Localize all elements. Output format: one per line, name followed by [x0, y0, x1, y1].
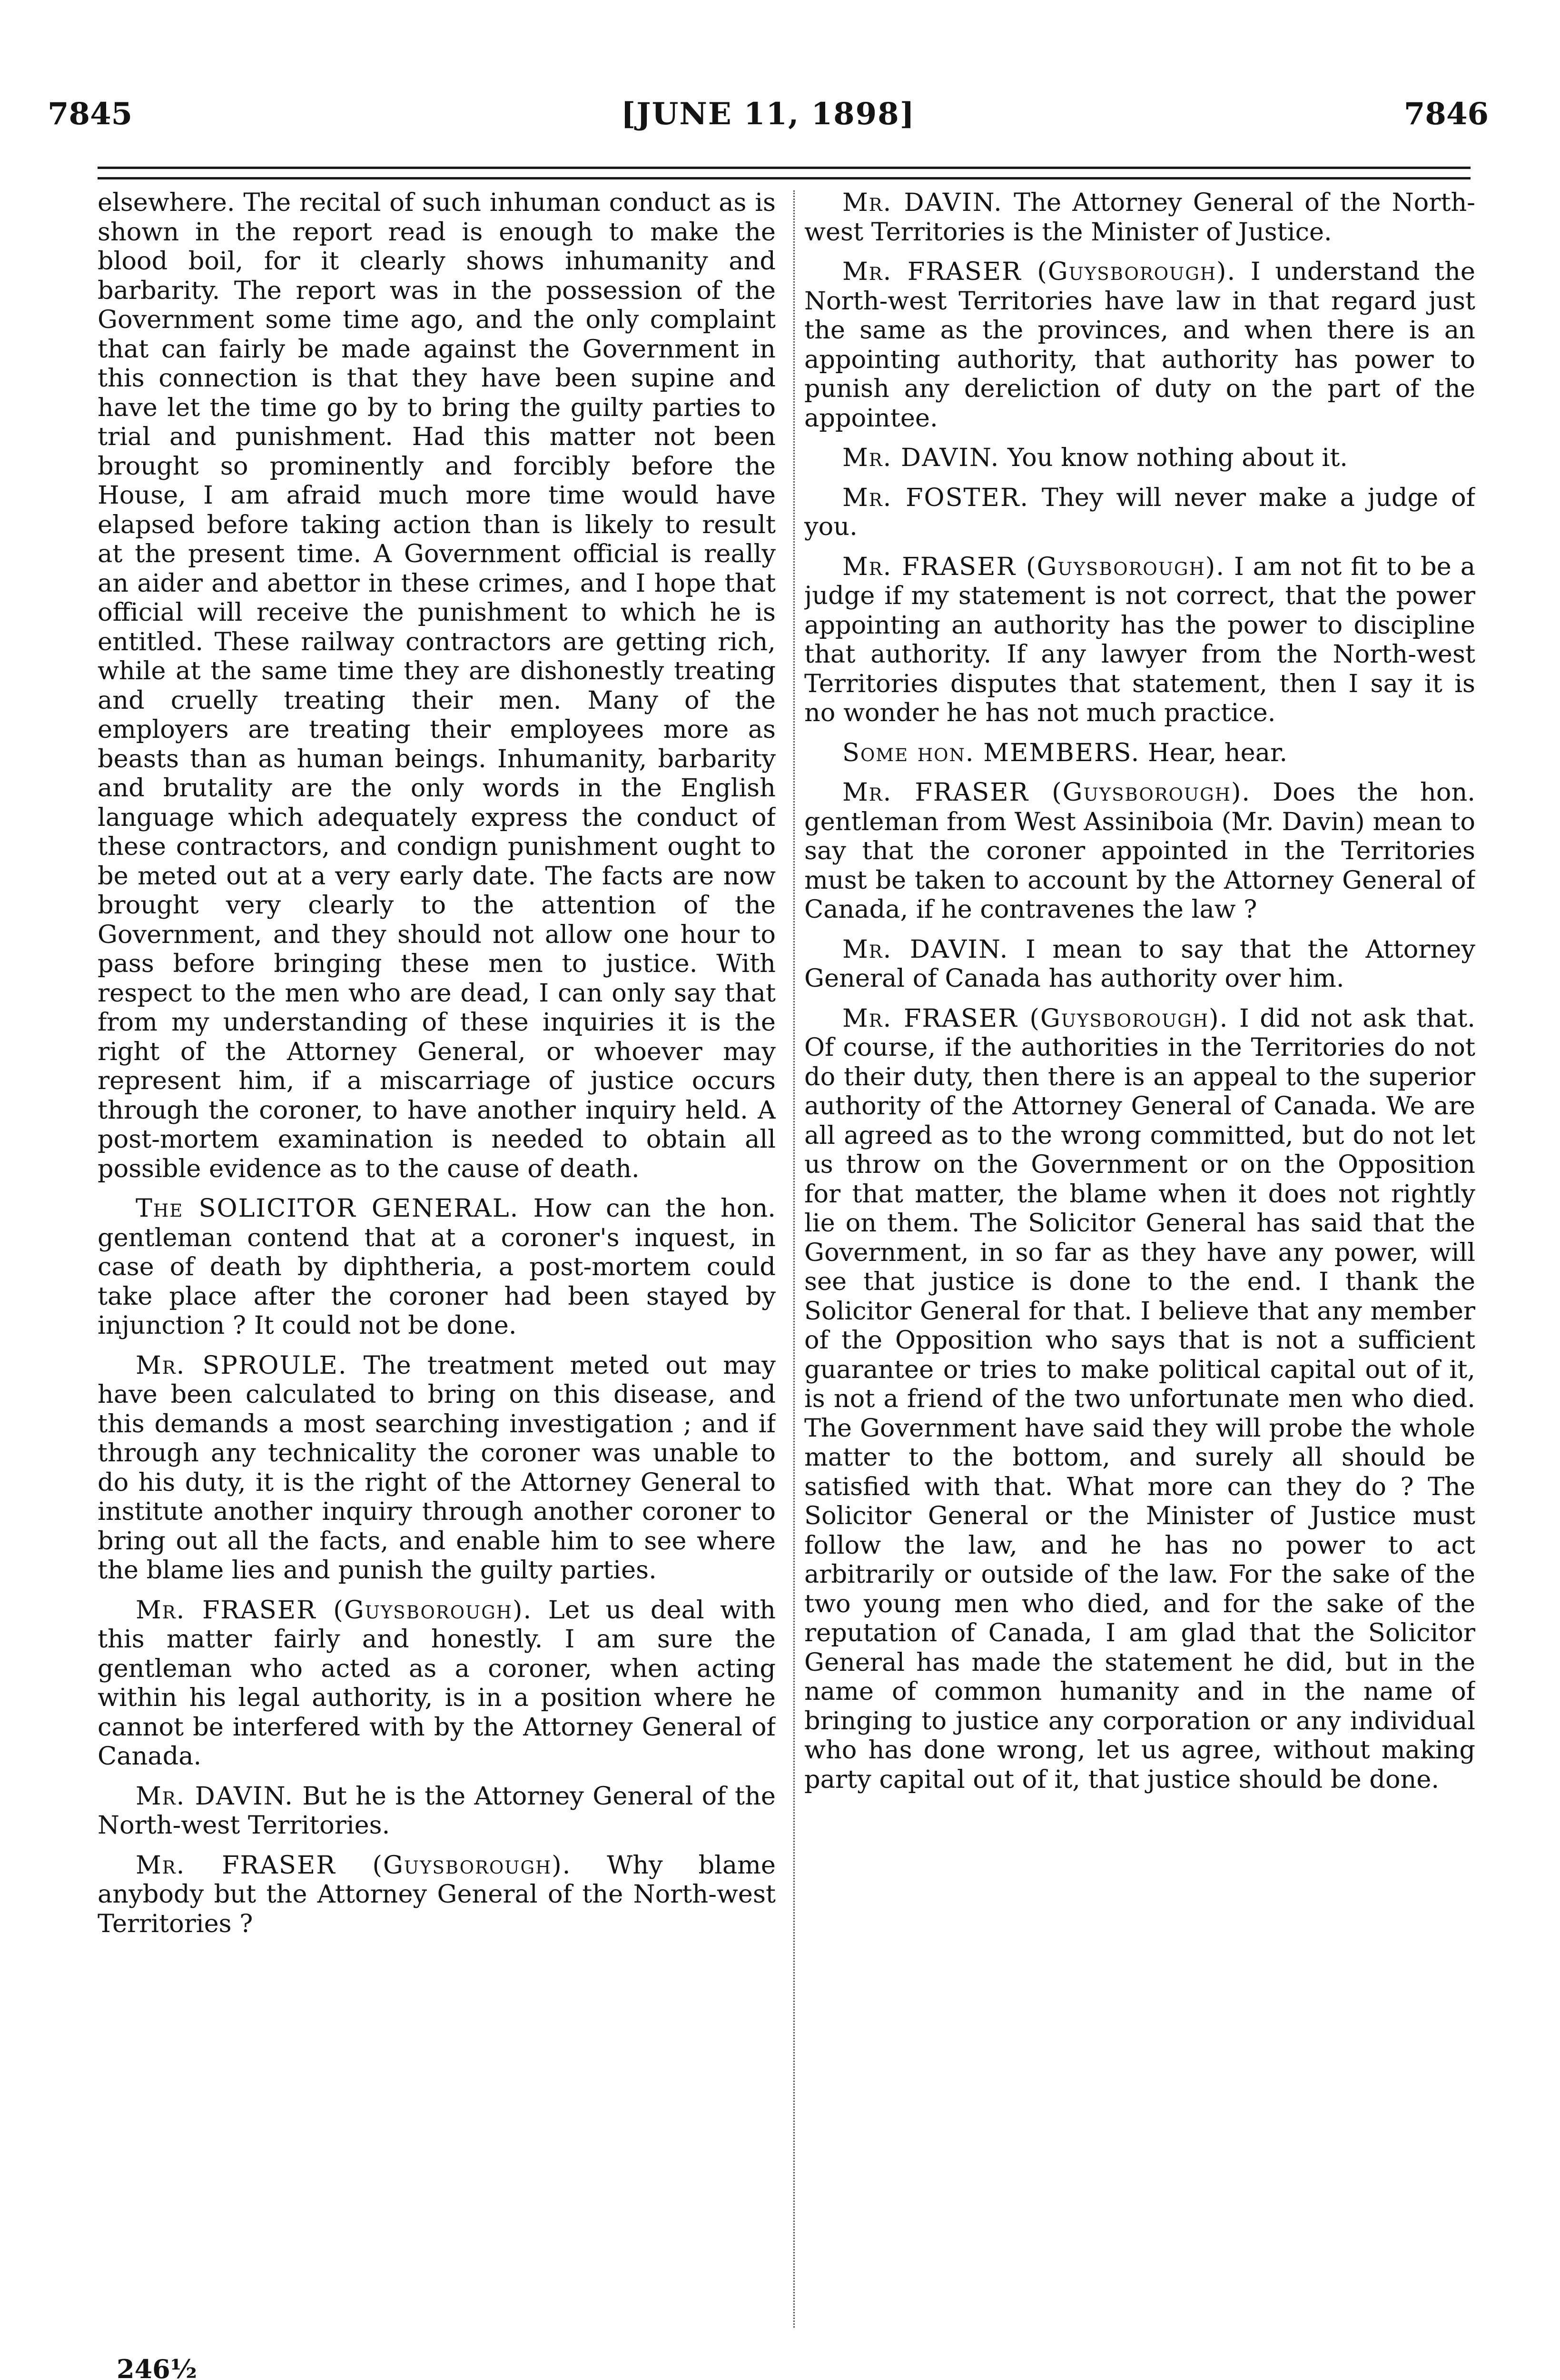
column-divider — [793, 190, 795, 2328]
speaker-name: Mr. DAVIN. — [842, 443, 1000, 472]
speaker-name: Mr. FRASER (Guysborough). — [842, 257, 1236, 286]
paragraph — [98, 188, 776, 1183]
speaker-name: Mr. FRASER (Guysborough). — [136, 1595, 533, 1625]
speaker-name: Mr. DAVIN. — [842, 188, 1003, 217]
page-number-right: 7846 — [1403, 96, 1489, 132]
paragraph-text: Does the hon. gentleman from West Assiniboia (Mr. Davin) mean to say that the coroner appointed in the Territories must be taken to account by the Attorney General of Canada, if he contravenes the law ? — [804, 778, 1475, 924]
paragraph-text: You know nothing about it. — [1007, 443, 1348, 472]
header-rule-bottom — [98, 177, 1471, 179]
paragraph — [804, 552, 1475, 728]
paragraph — [98, 1782, 776, 1840]
paragraph — [804, 778, 1475, 924]
signature-mark: 246½ — [117, 2354, 197, 2380]
paragraph — [98, 1351, 776, 1585]
paragraph-text: elsewhere. The recital of such inhuman conduct as is shown in the report read is enough to make the blood boil, for it clearly shows inhumanity and barbarity. The report was in the possession of the Government some time ago, and the only complaint that can fairly be made against the Government in this connection is that they have been supine and have let the time go by to bring the guilty parties to trial and punishment. Had this matter not been brought so prominently and forcibly before the House, I am afraid much more time would have elapsed before taking action than is likely to result at the present time. A Government official is really an aider and abettor in these crimes, and I hope that official will receive the punishment to which he is entitled. These railway contractors are getting rich, while at the same time they are dishonestly treating and cruelly treating their men. Many of the employers are treating their employees more as beasts than as human beings. Inhumanity, barbarity and brutality are the only words in the English language which adequately express the conduct of these contractors, and condign punishment ought to be meted out at a very early date. The facts are now brought very clearly to the attention of the Government, and they should not allow one hour to pass before bringing these men to justice. With respect to the men who are dead, I can only say that from my understanding of these inquiries it is the right of the Attorney General, or whoever may represent him, if a miscarriage of justice occurs through the coroner, to have another inquiry held. A post-mortem examination is needed to obtain all possible evidence as to the cause of death. — [98, 188, 776, 1183]
paragraph-text: Let us deal with this matter fairly and honestly. I am sure the gentleman who acted as a coroner, when acting within his legal authority, is in a position where he cannot be interfered with by the Attorney General of Canada. — [98, 1595, 776, 1771]
paragraph — [804, 935, 1475, 993]
paragraph-text: How can the hon. gentleman contend that at a coroner's inquest, in case of death by diphtheria, a post-mortem could take place after the coroner had been stayed by injunction ? It could not be done. — [98, 1194, 776, 1340]
paragraph — [804, 188, 1475, 247]
paragraph-text: The treatment meted out may have been calculated to bring on this disease, and this demands a most searching investigation ; and if through any technicality the coroner was unable to do his duty, it is the right of the Attorney General to institute another inquiry through another coroner to bring out all the facts, and enable him to see where the blame lies and punish the guilty parties. — [98, 1350, 776, 1585]
paragraph-text: I mean to say that the Attorney General of Canada has authority over him. — [804, 934, 1475, 993]
paragraph — [98, 1596, 776, 1771]
paragraph-text: The Attorney General of the North-west Territories is the Minister of Justice. — [804, 188, 1475, 247]
paragraph-text: I did not ask that. Of course, if the authorities in the Territories do not do their duty, then there is an appeal to the superior authority of the Attorney General of Canada. We are all agreed as to the wrong committed, but do not let us throw on the Government or on the Opposition for that matter, the blame when it does not rightly lie on them. The Solicitor General has said that the Government, in so far as they have any power, will see that justice is done to the end. I thank the Solicitor General for that. I believe that any member of the Opposition who says that is not a sufficient guarantee or tries to make political capital out of it, is not a friend of the two unfortunate men who died. The Government have said they will probe the whole matter to the bottom, and surely all should be satisfied with that. What more can they do ? The Solicitor General or the Minister of Justice must follow the law, and he has no power to act arbitrarily or outside of the law. For the sake of the two young men who died, and for the sake of the reputation of Canada, I am glad that the Solicitor General has made the statement he did, but in the name of common humanity and in the name of bringing to justice any corporation or any individual who has done wrong, let us agree, without making party capital out of it, that justice should be done. — [804, 1003, 1475, 1794]
paragraph — [804, 738, 1475, 768]
paragraph-text: But he is the Attorney General of the North-west Territories. — [98, 1781, 776, 1840]
speaker-name: Mr. FRASER (Guysborough). — [136, 1850, 572, 1880]
speaker-name: Mr. DAVIN. — [136, 1781, 294, 1811]
paragraph-text: I understand the North-west Territories have law in that regard just the same as the provinces, and when there is an appointing authority, that authority has power to punish any dereliction of duty on the part of the appointee. — [804, 257, 1475, 433]
speaker-name: The SOLICITOR GENERAL. — [136, 1194, 519, 1223]
left-column — [98, 188, 776, 2340]
speaker-name: Mr. FOSTER. — [842, 483, 1029, 512]
speaker-name: Some hon. MEMBERS. — [842, 738, 1140, 767]
paragraph — [98, 1851, 776, 1939]
speaker-name: Mr. FRASER (Guysborough). — [842, 552, 1225, 581]
speaker-name: Mr. FRASER (Guysborough). — [842, 1003, 1229, 1033]
right-column — [804, 188, 1475, 2340]
paragraph-text: They will never make a judge of you. — [804, 483, 1475, 541]
page-date-title: [JUNE 11, 1898] — [621, 96, 915, 132]
paragraph-text: Why blame anybody but the Attorney General of the North-west Territories ? — [98, 1850, 776, 1938]
page-number-left: 7845 — [48, 96, 133, 132]
paragraph — [804, 483, 1475, 542]
header-rule-top — [98, 167, 1471, 169]
paragraph-text: Hear, hear. — [1148, 738, 1288, 767]
speaker-name: Mr. SPROULE. — [136, 1350, 347, 1380]
speaker-name: Mr. DAVIN. — [842, 934, 1009, 964]
paragraph — [98, 1194, 776, 1340]
page-header — [48, 93, 1489, 136]
speaker-name: Mr. FRASER (Guysborough). — [842, 778, 1251, 807]
paragraph — [804, 443, 1475, 473]
paragraph — [804, 257, 1475, 433]
paragraph — [804, 1004, 1475, 1795]
paragraph-text: I am not fit to be a judge if my statement is not correct, that the power appointing an authority has the power to discipline that authority. If any lawyer from the North-west Territories disputes that statement, then I say it is no wonder he has not much practice. — [804, 552, 1475, 727]
